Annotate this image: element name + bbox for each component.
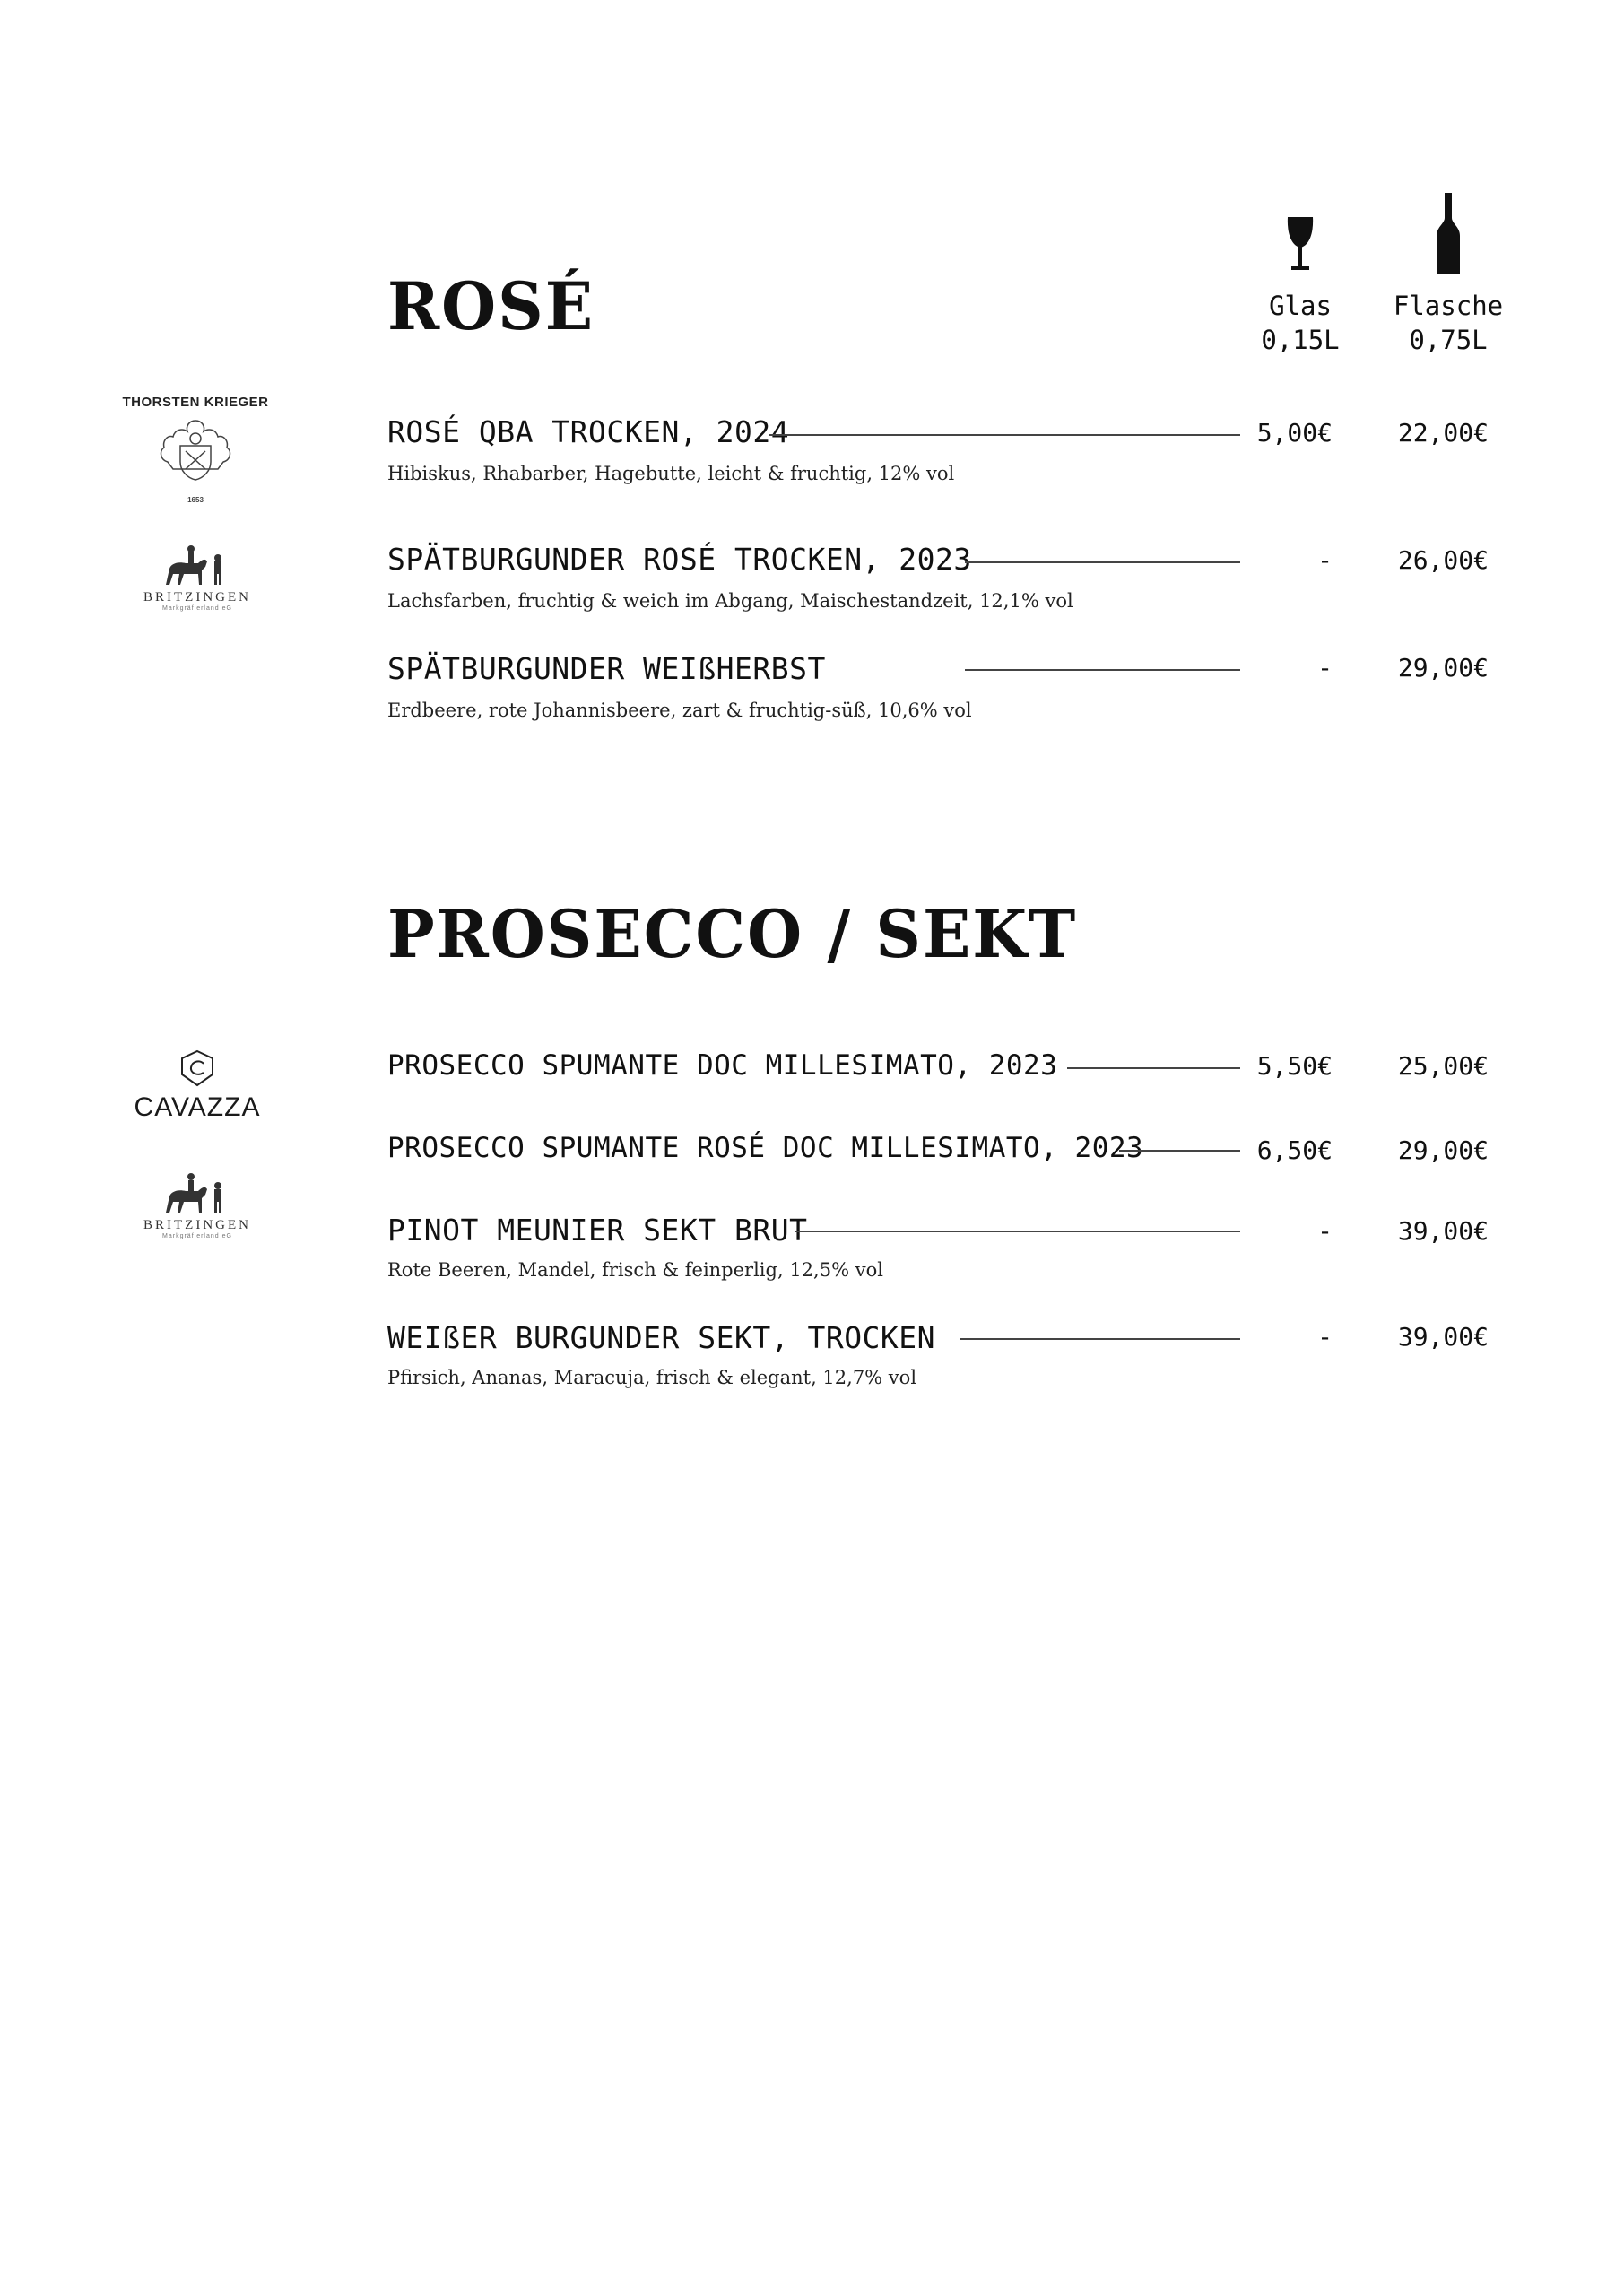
price-glas: 6,50€ (1256, 1135, 1333, 1165)
section-title-rose: ROSÉ (387, 266, 595, 346)
glas-column-header (1229, 289, 1372, 357)
flasche-column-header (1376, 289, 1520, 357)
leader-line (960, 1338, 1240, 1340)
leader-line (965, 669, 1240, 671)
price-glas: 5,00€ (1256, 418, 1333, 448)
thorsten-krieger-logo-text: THORSTEN KRIEGER (122, 395, 269, 410)
wine-description: Erdbeere, rote Johannisbeere, zart & fruchtig-süß, 10,6% vol (387, 700, 972, 721)
price-glas: - (1317, 1216, 1333, 1246)
coat-of-arms-icon (146, 415, 245, 496)
cavazza-logo-text: CAVAZZA (134, 1092, 261, 1122)
price-flasche: 39,00€ (1397, 1216, 1489, 1246)
wine-description: Rote Beeren, Mandel, frisch & feinperlig, 12,5% vol (387, 1259, 883, 1281)
leader-line (769, 434, 1240, 436)
britzingen-logo (126, 538, 269, 612)
britzingen-logo-subtext: Markgräflerland eG (162, 605, 232, 612)
wine-name: PINOT MEUNIER SEKT BRUT (387, 1213, 808, 1248)
wine-glass-icon (1284, 215, 1316, 274)
wine-name: PROSECCO SPUMANTE DOC MILLESIMATO, 2023 (387, 1049, 1058, 1082)
britzingen-logo-subtext: Markgräflerland eG (162, 1233, 232, 1239)
price-flasche: 29,00€ (1397, 653, 1489, 683)
price-glas: - (1317, 653, 1333, 683)
price-flasche: 26,00€ (1397, 545, 1489, 575)
price-flasche: 29,00€ (1397, 1135, 1489, 1165)
thorsten-krieger-year: 1653 (187, 496, 204, 504)
price-flasche: 39,00€ (1397, 1322, 1489, 1352)
section-title-prosecco-sekt: PROSECCO / SEKT (387, 894, 1078, 974)
wine-name: SPÄTBURGUNDER WEIßHERBST (387, 651, 826, 686)
price-flasche: 22,00€ (1397, 418, 1489, 448)
glas-label: Glas (1269, 291, 1332, 321)
cavazza-emblem-icon (177, 1049, 218, 1087)
wine-name: WEIßER BURGUNDER SEKT, TROCKEN (387, 1320, 936, 1355)
thorsten-krieger-logo (115, 395, 276, 504)
flasche-label: Flasche (1393, 291, 1504, 321)
wine-description: Pfirsich, Ananas, Maracuja, frisch & elegant, 12,7% vol (387, 1367, 917, 1388)
leader-line (965, 561, 1240, 563)
price-glas: - (1317, 1322, 1333, 1352)
wine-bottle-icon (1435, 193, 1462, 275)
glas-volume: 0,15L (1261, 325, 1340, 355)
wine-description: Lachsfarben, fruchtig & weich im Abgang, Maischestandzeit, 12,1% vol (387, 590, 1073, 612)
leader-line (795, 1231, 1240, 1232)
wine-name: ROSÉ QBA TROCKEN, 2024 (387, 414, 790, 449)
price-glas: 5,50€ (1256, 1051, 1333, 1081)
britzingen-logo-text: BRITZINGEN (143, 1218, 251, 1232)
britzingen-logo (126, 1166, 269, 1239)
cavazza-logo (121, 1049, 274, 1123)
price-glas: - (1317, 545, 1333, 575)
wine-name: SPÄTBURGUNDER ROSÉ TROCKEN, 2023 (387, 542, 972, 577)
horse-rider-icon (157, 538, 238, 590)
price-flasche: 25,00€ (1397, 1051, 1489, 1081)
horse-rider-icon (157, 1166, 238, 1218)
britzingen-logo-text: BRITZINGEN (143, 590, 251, 604)
flasche-volume: 0,75L (1409, 325, 1488, 355)
wine-description: Hibiskus, Rhabarber, Hagebutte, leicht & fruchtig, 12% vol (387, 463, 955, 484)
wine-name: PROSECCO SPUMANTE ROSÉ DOC MILLESIMATO, 2023 (387, 1132, 1144, 1164)
